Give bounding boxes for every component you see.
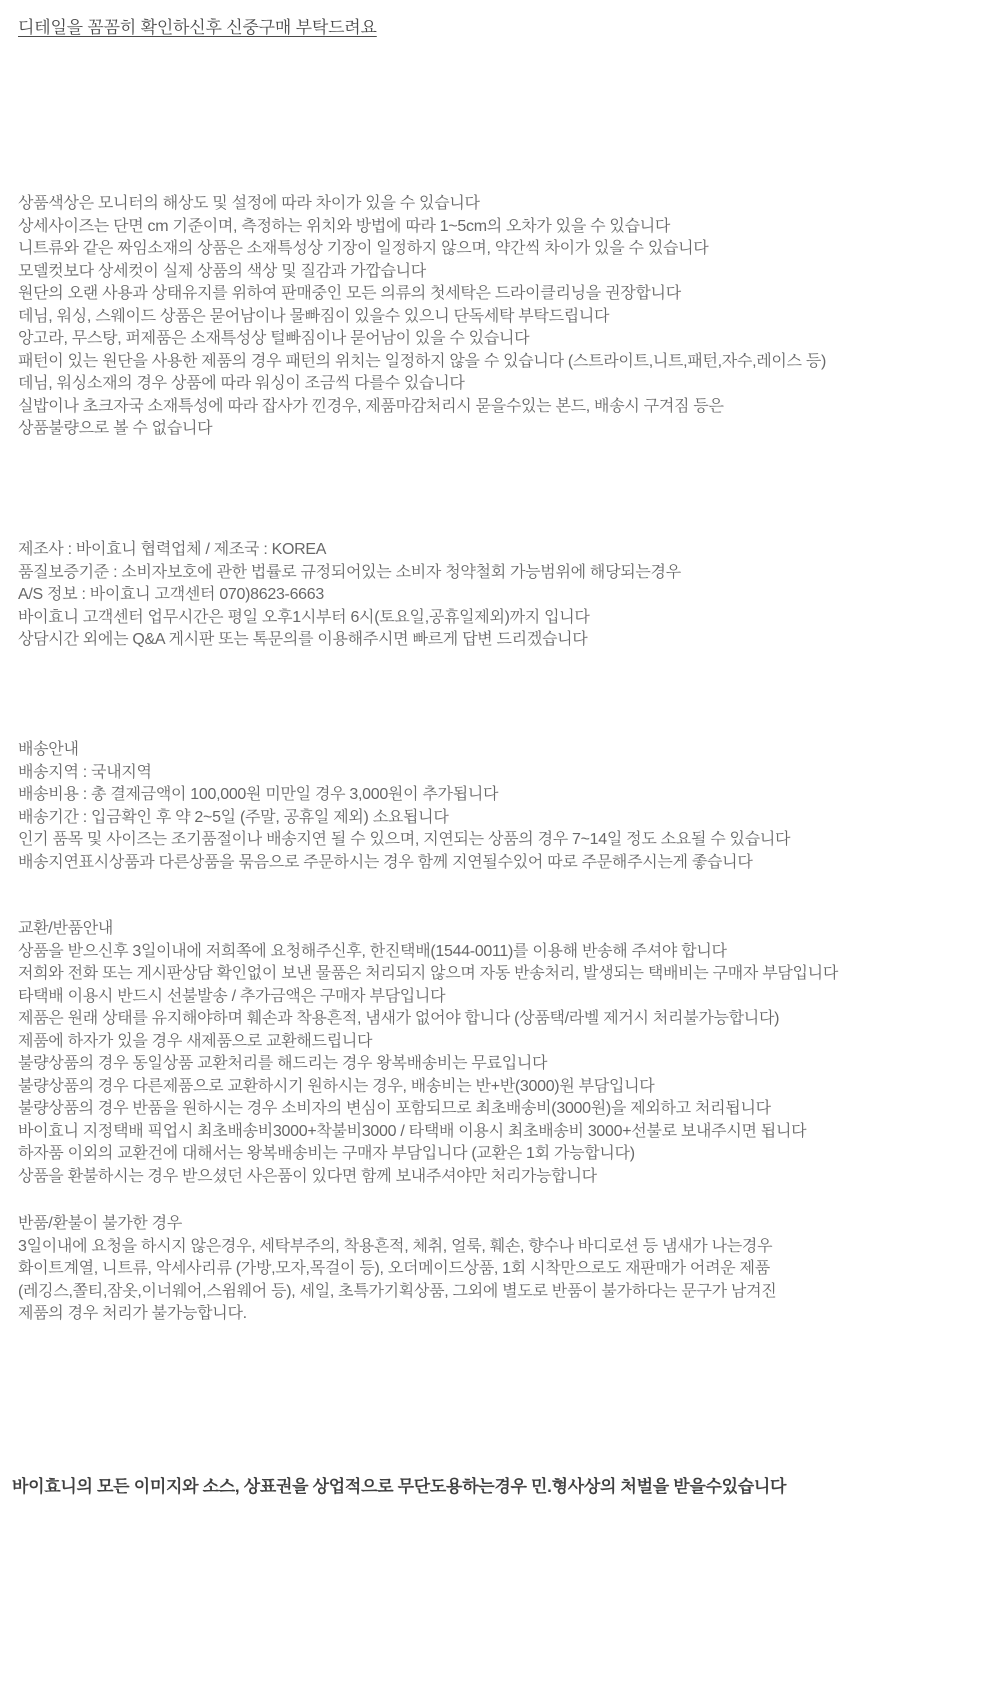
exchange-return-heading: 교환/반품안내: [18, 920, 114, 937]
text-line: 실밥이나 초크자국 소재특성에 따라 잡사가 낀경우, 제품마감처리시 묻을수있는 본드, 배송시 구겨짐 등은: [18, 397, 724, 415]
text-line: 품질보증기준 : 소비자보호에 관한 법률로 규정되어있는 소비자 청약철회 가능범위에 해당되는경우: [18, 563, 681, 581]
text-line: 바이효니 고객센터 업무시간은 평일 오후1시부터 6시(토요일,공휴일제외)까지 입니다: [18, 608, 590, 626]
text-line: 제조사 : 바이효니 협력업체 / 제조국 : KOREA: [18, 541, 327, 558]
text-line: 니트류와 같은 짜임소재의 상품은 소재특성상 기장이 일정하지 않으며, 약간씩 차이가 있을 수 있습니다: [18, 240, 709, 257]
text-line: 배송지연표시상품과 다른상품을 묶음으로 주문하시는 경우 함께 지연될수있어 따로 주문해주시는게 좋습니다: [18, 853, 753, 871]
text-line: 상품을 환불하시는 경우 받으셨던 사은품이 있다면 함께 보내주셔야만 처리가능합니다: [18, 1167, 597, 1185]
text-line: (레깅스,쫄티,잠옷,이너웨어,스윔웨어 등), 세일, 초특가기획상품, 그외에 별도로 반품이 불가하다는 문구가 남겨진: [18, 1282, 777, 1300]
text-line: 데님, 워싱소재의 경우 상품에 따라 워싱이 조금씩 다를수 있습니다: [18, 375, 465, 392]
text-line: 배송기간 : 입금확인 후 약 2~5일 (주말, 공휴일 제외) 소요됩니다: [18, 808, 449, 826]
text-line: 바이효니 지정택배 픽업시 최초배송비3000+착불비3000 / 타택배 이용시 최초배송비 3000+선불로 보내주시면 됩니다: [18, 1122, 807, 1140]
copyright-warning: 바이효니의 모든 이미지와 소스, 상표권을 상업적으로 무단도용하는경우 민.형사상의 처벌을 받을수있습니다: [12, 1477, 787, 1496]
text-line: 저희와 전화 또는 게시판상담 확인없이 보낸 물품은 처리되지 않으며 자동 반송처리, 발생되는 택배비는 구매자 부담입니다: [18, 965, 838, 982]
no-return-section: [18, 1213, 984, 1326]
text-line: 데님, 워싱, 스웨이드 상품은 묻어남이나 물빠짐이 있을수 있으니 단독세탁 부탁드립니다: [18, 307, 610, 325]
text-line: 불량상품의 경우 다른제품으로 교환하시기 원하시는 경우, 배송비는 반+반(3000)원 부담입니다: [18, 1077, 655, 1095]
text-line: 상품색상은 모니터의 해상도 및 설정에 따라 차이가 있을 수 있습니다: [18, 195, 480, 212]
text-line: 상품불량으로 볼 수 없습니다: [18, 420, 213, 437]
text-line: 상세사이즈는 단면 cm 기준이며, 측정하는 위치와 방법에 따라 1~5cm의 오차가 있을 수 있습니다: [18, 217, 671, 235]
shipping-lines: [18, 762, 984, 875]
text-line: 하자품 이외의 교환건에 대해서는 왕복배송비는 구매자 부담입니다 (교환은 1회 가능합니다): [18, 1145, 635, 1162]
page-title: 디테일을 꼼꼼히 확인하신후 신중구매 부탁드려요: [18, 18, 377, 37]
text-line: 상담시간 외에는 Q&A 게시판 또는 톡문의를 이용해주시면 빠르게 답변 드리겠습니다: [18, 631, 588, 648]
text-line: 불량상품의 경우 동일상품 교환처리를 해드리는 경우 왕복배송비는 무료입니다: [18, 1055, 548, 1072]
no-return-heading: 반품/환불이 불가한 경우: [18, 1215, 182, 1232]
text-line: A/S 정보 : 바이효니 고객센터 070)8623-6663: [18, 586, 324, 603]
text-line: 원단의 오랜 사용과 상태유지를 위하여 판매중인 모든 의류의 첫세탁은 드라이클리닝을 권장합니다: [18, 285, 681, 302]
no-return-lines: [18, 1236, 984, 1326]
text-line: 제품의 경우 처리가 불가능합니다.: [18, 1305, 247, 1322]
text-line: 제품에 하자가 있을 경우 새제품으로 교환해드립니다: [18, 1032, 373, 1050]
manufacturer-info-lines: [18, 539, 984, 652]
text-line: 배송지역 : 국내지역: [18, 763, 152, 781]
exchange-return-lines: [18, 941, 984, 1189]
text-line: 배송비용 : 총 결제금액이 100,000원 미만일 경우 3,000원이 추가됩니다: [18, 786, 499, 803]
shipping-section: [18, 739, 984, 874]
text-line: 앙고라, 무스탕, 퍼제품은 소재특성상 털빠짐이나 묻어남이 있을 수 있습니다: [18, 330, 530, 347]
text-line: 상품을 받으신후 3일이내에 저희쪽에 요청해주신후, 한진택배(1544-0011)를 이용해 반송해 주셔야 합니다: [18, 942, 727, 960]
text-line: 타택배 이용시 반드시 선불발송 / 추가금액은 구매자 부담입니다: [18, 987, 446, 1005]
text-line: 모델컷보다 상세컷이 실제 상품의 색상 및 질감과 가깝습니다: [18, 262, 426, 280]
text-line: 인기 품목 및 사이즈는 조기품절이나 배송지연 될 수 있으며, 지연되는 상품의 경우 7~14일 정도 소요될 수 있습니다: [18, 831, 791, 848]
product-notes-lines: [18, 193, 984, 441]
text-line: 화이트계열, 니트류, 악세사리류 (가방,모자,목걸이 등), 오더메이드상품, 1회 시착만으로도 재판매가 어려운 제품: [18, 1260, 770, 1277]
exchange-return-section: [18, 918, 984, 1188]
product-notes-section: [18, 193, 984, 441]
text-line: 불량상품의 경우 반품을 원하시는 경우 소비자의 변심이 포함되므로 최초배송비(3000원)을 제외하고 처리됩니다: [18, 1100, 771, 1117]
text-line: 3일이내에 요청을 하시지 않은경우, 세탁부주의, 착용흔적, 체취, 얼룩, 훼손, 향수나 바디로션 등 냄새가 나는경우: [18, 1237, 773, 1255]
text-line: 패턴이 있는 원단을 사용한 제품의 경우 패턴의 위치는 일정하지 않을 수 있습니다 (스트라이트,니트,패턴,자수,레이스 등): [18, 352, 827, 370]
text-line: 제품은 원래 상태를 유지해야하며 훼손과 착용흔적, 냄새가 없어야 합니다 (상품택/라벨 제거시 처리불가능합니다): [18, 1010, 780, 1027]
shipping-heading: 배송안내: [18, 741, 79, 758]
manufacturer-info-section: [18, 539, 984, 652]
